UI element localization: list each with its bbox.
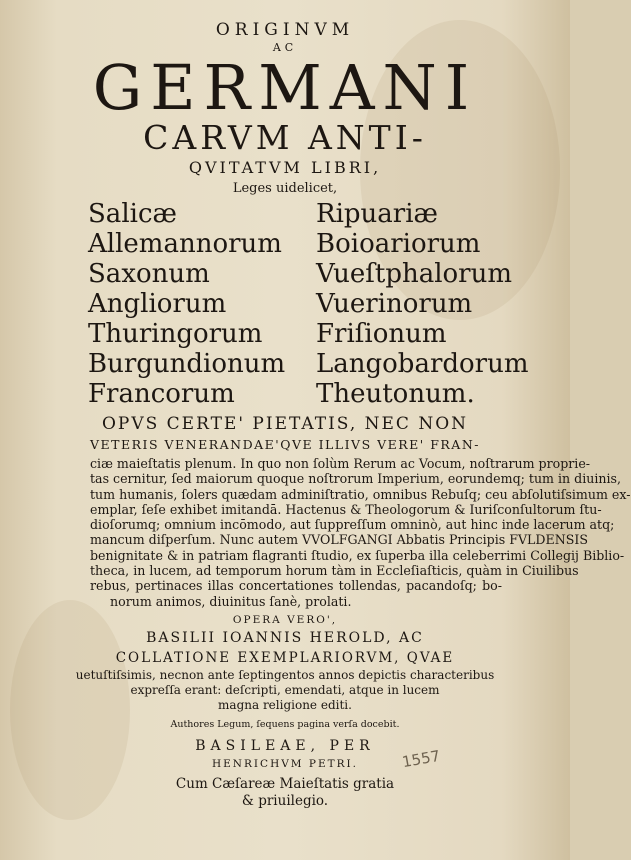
handwritten-year: 1557 bbox=[400, 746, 442, 772]
intro-line-1: OPVS CERTE' PIETATIS, NEC NON bbox=[101, 414, 469, 434]
title-line-germani: GERMANI bbox=[92, 51, 478, 124]
law-left-7: Francorum bbox=[88, 379, 235, 409]
law-right-6: Langobardorum bbox=[316, 349, 529, 379]
law-right-4: Vuerinorum bbox=[316, 289, 473, 319]
opera-line-4: uetuſtiſsimis, necnon ante ſeptingentos annos depictis characteribus bbox=[75, 668, 495, 682]
body-line-8: theca, in lucem, ad temporum horum tàm in Eccleſiaſticis, quàm in Ciuilibus bbox=[90, 563, 579, 579]
body-line-6: mancum diſperſum. Nunc autem VVOLFGANGI Abbatis Principis FVLDENSIS bbox=[90, 532, 588, 548]
law-left-6: Burgundionum bbox=[88, 349, 286, 379]
opera-line-1: OPERA VERO', bbox=[232, 614, 338, 626]
body-line-3: tum humanis, ſolers quædam adminiſtratio, omnibus Rebuſq; ceu abſolutiſsimum ex- bbox=[90, 486, 631, 502]
law-left-5: Thuringorum bbox=[88, 319, 263, 349]
body-line-7: benignitate & in patriam flagranti ſtudio, ex ſuperba illa celeberrimi Collegij Biblio- bbox=[90, 547, 625, 563]
privilege-line-1: Cum Cæſareæ Maieſtatis gratia bbox=[175, 776, 395, 792]
law-left-1: Salicæ bbox=[88, 199, 177, 229]
title-line-quitatum-libri: QVITATVM LIBRI, bbox=[188, 158, 382, 177]
body-paragraph bbox=[90, 456, 631, 609]
intro-line-2: VETERIS VENERANDAE'QVE ILLIVS VERE' FRAN- bbox=[90, 437, 480, 452]
title-line-ac: AC bbox=[272, 41, 298, 54]
privilege-line-2: & priuilegio. bbox=[241, 793, 329, 809]
law-right-3: Vueſtphalorum bbox=[316, 259, 513, 289]
opera-line-2: BASILII IOANNIS HEROLD, AC bbox=[146, 630, 424, 646]
body-line-1: ciæ maieſtatis plenum. In quo non ſolùm Rerum ac Vocum, noſtrarum proprie- bbox=[90, 456, 591, 471]
body-line-2: tas cernitur, ſed maiorum quoque noſtrorum Imperium, eorundemq; tum in diuinis, bbox=[90, 471, 621, 487]
title-line-leges-uidelicet: Leges uidelicet, bbox=[232, 181, 338, 196]
body-line-4: emplar, ſeſe exhibet imitandā. Hactenus & Theologorum & Iuriſconſultorum ſtu- bbox=[90, 501, 602, 517]
imprint-printer: HENRICHVM PETRI. bbox=[211, 758, 359, 770]
authores-note: Authores Legum, ſequens pagina verſa docebit. bbox=[170, 719, 400, 730]
law-right-1: Ripuariæ bbox=[316, 199, 438, 229]
imprint-city: BASILEAE, PER bbox=[195, 738, 375, 754]
law-left-4: Angliorum bbox=[88, 289, 227, 319]
opera-line-6: magna religione editi. bbox=[218, 698, 352, 712]
law-right-7: Theutonum. bbox=[316, 379, 475, 409]
title-line-carum-anti: CARVM ANTI- bbox=[143, 118, 427, 157]
opera-line-5: expreſſa erant: deſcripti, emendati, atque in lucem bbox=[130, 683, 440, 697]
law-left-2: Allemannorum bbox=[88, 229, 282, 259]
body-line-10: norum animos, diuinitus ſanè, prolati. bbox=[110, 593, 352, 609]
title-line-originum: ORIGINVM bbox=[215, 20, 355, 40]
body-line-9: rebus, pertinaces illas concertationes tollendas, pacandoſq; bo- bbox=[90, 578, 502, 594]
body-line-5: dioſorumq; omnium incōmodo, aut ſuppreſſum omninò, aut hinc inde lacerum atq; bbox=[90, 517, 615, 533]
law-left-3: Saxonum bbox=[88, 259, 210, 289]
law-right-2: Boioariorum bbox=[316, 229, 481, 259]
opera-line-3: COLLATIONE EXEMPLARIORVM, QVAE bbox=[115, 650, 455, 666]
law-right-5: Friſionum bbox=[316, 319, 447, 349]
